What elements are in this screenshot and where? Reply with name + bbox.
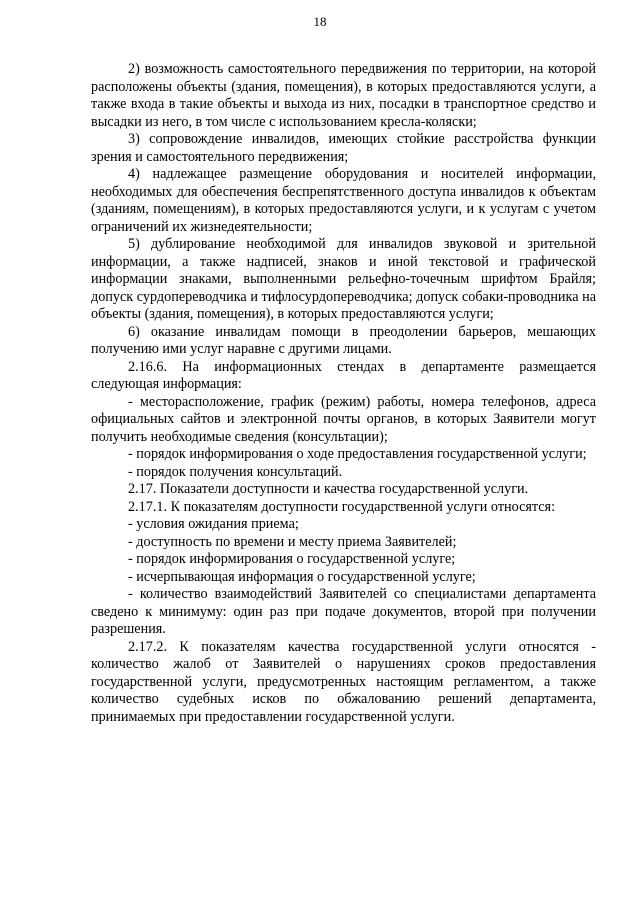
paragraph: 2.17.2. К показателям качества государственной услуги относятся - количество жалоб от Заявителей о нарушениях сроков предоставления государственной услуги, предусмотренных настоящим регламентом, а также количество судебных исков по обжалованию решений департамента, принимаемых при предоставлении государственной услуги. xyxy=(91,638,596,725)
paragraph: 3) сопровождение инвалидов, имеющих стойкие расстройства функции зрения и самостоятельного передвижения; xyxy=(91,131,596,165)
paragraph: 2.17. Показатели доступности и качества государственной услуги. xyxy=(128,481,529,497)
paragraph: - порядок информирования о ходе предоставления государственной услуги; xyxy=(128,446,587,462)
paragraph: - количество взаимодействий Заявителей со специалистами департамента сведено к минимуму: один раз при подаче документов, второй при получении разрешения. xyxy=(91,586,596,637)
paragraph: - порядок информирования о государственной услуге; xyxy=(128,551,456,567)
paragraph: 6) оказание инвалидам помощи в преодолении барьеров, мешающих получению ими услуг наравне с другими лицами. xyxy=(91,323,596,357)
paragraph: - исчерпывающая информация о государственной услуге; xyxy=(128,568,476,585)
paragraph: 2) возможность самостоятельного передвижения по территории, на которой расположены объекты (здания, помещения), в которых предоставляются услуги, а также входа в такие объекты и выхода из них, посадки в транспортное средство и высадки из него, в том числе с использованием кресла-коляски; xyxy=(91,61,596,130)
paragraph: - порядок получения консультаций. xyxy=(128,463,343,480)
paragraph: 5) дублирование необходимой для инвалидов звуковой и зрительной информации, а также надписей, знаков и иной текстовой и графической информации знаками, выполненными рельефно-точечным шрифтом Брайля; допуск сурдопереводчика и тифлосурдопереводчика; допуск собаки-проводника на объекты (здания, помещения), в которых предоставляются услуги; xyxy=(91,236,596,322)
paragraph: 2.16.6. На информационных стендах в департаменте размещается следующая информация: xyxy=(91,358,596,392)
paragraph: 4) надлежащее размещение оборудования и носителей информации, необходимых для обеспечения беспрепятственного доступа инвалидов к объектам (зданиям, помещениям), в которых предоставляются услуги, и к услугам с учетом ограничений их жизнедеятельности; xyxy=(91,166,596,235)
document-body xyxy=(91,61,596,726)
paragraph: 2.17.1. К показателям доступности государственной услуги относятся: xyxy=(128,498,556,515)
page-number: 18 xyxy=(313,14,327,29)
paragraph: - доступность по времени и месту приема Заявителей; xyxy=(128,533,457,550)
paragraph: - месторасположение, график (режим) работы, номера телефонов, адреса официальных сайтов и электронной почты органов, в которых Заявители могут получить необходимые сведения (консультации); xyxy=(91,393,596,445)
paragraph: - условия ожидания приема; xyxy=(128,516,299,532)
